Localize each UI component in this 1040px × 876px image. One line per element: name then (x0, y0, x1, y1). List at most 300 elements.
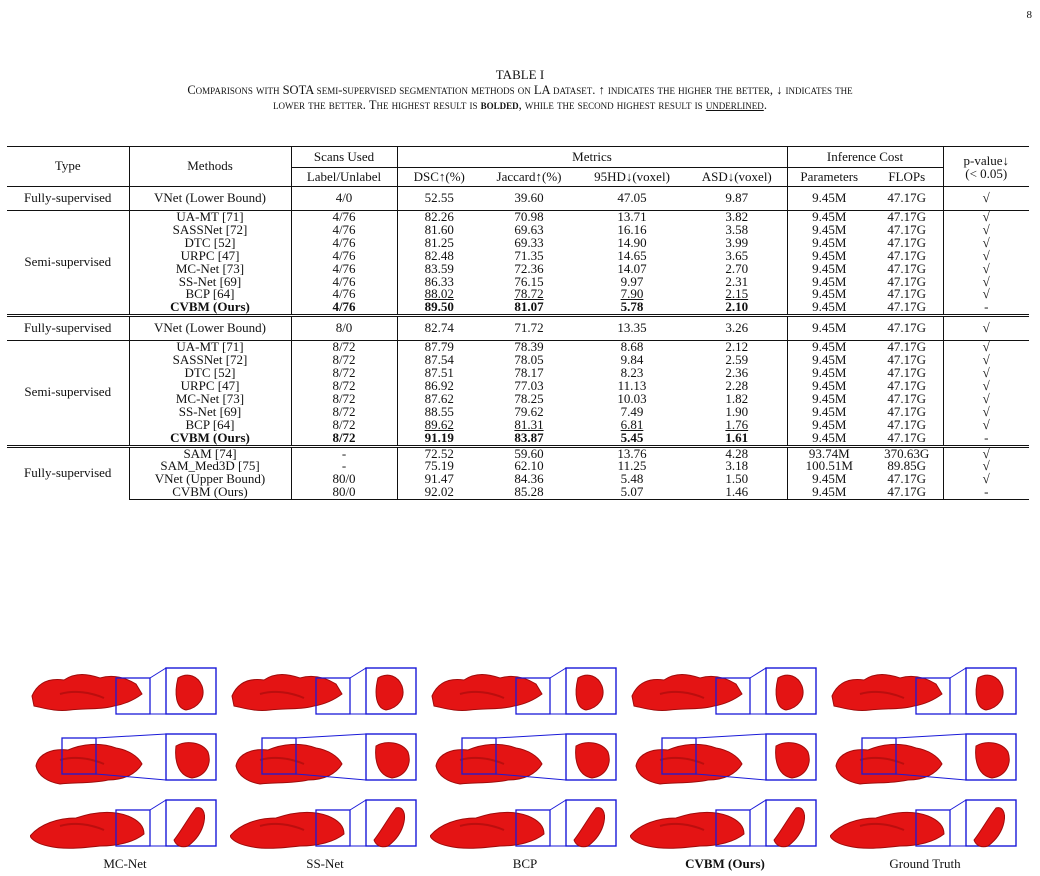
value-hd95: 13.35 (617, 320, 647, 336)
value-params: 9.45M (812, 339, 847, 355)
cell-scans (291, 301, 397, 315)
value-dsc: 82.26 (424, 209, 454, 224)
value-params: 9.45M (812, 299, 847, 315)
value-method: UA-MT [71] (176, 209, 244, 224)
caption-text-a: lower the better. The highest result is (273, 98, 481, 112)
value-asd: 3.99 (725, 234, 749, 250)
rendering-row (32, 668, 216, 714)
zoom-connector (150, 668, 166, 678)
value-dsc: 91.47 (424, 471, 454, 487)
segmentation-renderings (830, 660, 1020, 856)
value-dsc: 86.92 (424, 377, 454, 393)
value-params: 9.45M (812, 320, 847, 336)
cell-flops (871, 486, 943, 499)
value-hd95: 13.71 (617, 209, 647, 224)
value-hd95: 5.07 (620, 484, 644, 500)
value-params: 9.45M (812, 403, 847, 419)
value-dsc: 89.50 (424, 299, 454, 315)
cell-jaccard (481, 486, 577, 499)
cell-dsc (397, 316, 481, 341)
value-p: √ (982, 471, 990, 487)
value-hd95: 5.45 (620, 429, 644, 445)
caption-line-2 (0, 98, 1040, 112)
value-asd: 1.50 (725, 471, 749, 487)
value-params: 9.45M (812, 260, 847, 276)
cell-flops (871, 316, 943, 341)
segmentation-mesh (36, 744, 142, 784)
cell-dsc (397, 301, 481, 315)
value-method: VNet (Upper Bound) (154, 471, 266, 487)
rendering-row (836, 734, 1016, 784)
value-hd95: 13.76 (617, 445, 647, 461)
value-hd95: 10.03 (617, 390, 647, 406)
rendering-row (432, 668, 616, 714)
value-jaccard: 39.60 (514, 190, 544, 206)
value-method: CVBM (Ours) (170, 429, 250, 445)
zoom-connector (350, 668, 366, 678)
value-asd: 3.82 (725, 209, 749, 224)
value-params: 9.45M (812, 286, 847, 302)
zoom-connector (950, 800, 966, 810)
cell-dsc (397, 429, 481, 446)
zoom-connector (296, 734, 366, 738)
value-p: √ (982, 221, 990, 237)
value-p: √ (982, 445, 990, 461)
value-asd: 1.76 (725, 416, 749, 432)
value-method: SAM [74] (183, 445, 237, 461)
value-flops: 47.17G (887, 299, 927, 315)
value-scans: 8/0 (335, 320, 353, 336)
value-flops: 47.17G (887, 190, 927, 206)
value-params: 93.74M (808, 445, 850, 461)
value-hd95: 9.84 (620, 352, 644, 368)
value-params: 9.45M (812, 416, 847, 432)
caption-bold-word: bolded (480, 98, 519, 112)
value-p: √ (982, 352, 990, 368)
header-inference-cost: Inference Cost (787, 147, 943, 168)
cell-p (943, 187, 1029, 211)
value-asd: 1.61 (725, 429, 749, 445)
value-flops: 47.17G (887, 416, 927, 432)
value-method: BCP [64] (185, 286, 235, 302)
value-jaccard: 71.35 (514, 247, 544, 263)
value-params: 9.45M (812, 365, 847, 381)
header-parameters: Parameters (787, 168, 871, 187)
value-jaccard: 62.10 (514, 458, 544, 474)
value-scans: 8/72 (332, 429, 356, 445)
rendering-row (436, 734, 616, 784)
segmentation-renderings (230, 660, 420, 856)
zoom-connector (350, 800, 366, 810)
value-flops: 370.63G (884, 445, 930, 461)
header-flops: FLOPs (888, 168, 926, 184)
value-dsc: 92.02 (424, 484, 454, 500)
value-dsc: 89.62 (424, 416, 454, 432)
value-hd95: 14.65 (617, 247, 647, 263)
value-method: BCP [64] (185, 416, 235, 432)
value-asd: 3.18 (725, 458, 749, 474)
figure-column (830, 660, 1020, 875)
header-scans-used: Scans Used (291, 147, 397, 168)
caption-text-b: , while the second highest result is (518, 98, 706, 112)
table-title: TABLE I (495, 67, 545, 82)
zoom-connector (550, 668, 566, 678)
value-jaccard: 70.98 (514, 209, 544, 224)
value-jaccard: 69.33 (514, 234, 544, 250)
rendering-row (636, 734, 816, 784)
value-params: 9.45M (812, 190, 847, 206)
cell-params (787, 486, 871, 499)
cell-p (943, 429, 1029, 446)
rendering-row (630, 800, 816, 848)
header-asd: ASD↓(voxel) (701, 168, 772, 184)
value-jaccard: 84.36 (514, 471, 544, 487)
value-hd95: 14.90 (617, 234, 647, 250)
value-hd95: 9.97 (620, 273, 644, 289)
row-type: Fully-supervised (7, 187, 129, 211)
value-method: SASSNet [72] (172, 221, 248, 237)
rendering-row (232, 668, 416, 714)
value-method: SASSNet [72] (172, 352, 248, 368)
cell-params (787, 187, 871, 211)
segmentation-mesh (636, 744, 742, 784)
value-scans: 8/72 (332, 377, 356, 393)
rendering-row (230, 800, 416, 848)
value-dsc: 82.48 (424, 247, 454, 263)
value-p: √ (982, 247, 990, 263)
value-jaccard: 81.31 (514, 416, 544, 432)
value-flops: 47.17G (887, 320, 927, 336)
value-hd95: 11.25 (617, 458, 647, 474)
figure-column (230, 660, 420, 875)
rendering-row (430, 800, 616, 848)
value-params: 9.45M (812, 273, 847, 289)
value-scans: 8/72 (332, 352, 356, 368)
value-flops: 47.17G (887, 471, 927, 487)
header-jaccard: Jaccard↑(%) (496, 168, 562, 184)
value-scans: 4/76 (332, 247, 356, 263)
cell-jaccard (481, 187, 577, 211)
segmentation-renderings (430, 660, 620, 856)
value-asd: 1.90 (725, 403, 749, 419)
cell-method (129, 429, 291, 446)
figure-column-label: SS-Net (306, 856, 344, 871)
cell-hd95 (577, 187, 687, 211)
value-method: SS-Net [69] (178, 403, 242, 419)
value-scans: 8/72 (332, 390, 356, 406)
value-hd95: 5.48 (620, 471, 644, 487)
figure-column-label: MC-Net (103, 856, 147, 871)
cell-hd95 (577, 429, 687, 446)
cell-hd95 (577, 316, 687, 341)
value-scans: 4/76 (332, 221, 356, 237)
value-scans: 4/76 (332, 273, 356, 289)
value-p: √ (982, 390, 990, 406)
value-asd: 9.87 (725, 190, 749, 206)
zoom-connector (896, 734, 966, 738)
value-flops: 47.17G (887, 390, 927, 406)
value-hd95: 7.49 (620, 403, 644, 419)
value-params: 9.45M (812, 471, 847, 487)
value-params: 9.45M (812, 484, 847, 500)
header-pvalue-threshold: (< 0.05) (943, 168, 1029, 187)
value-dsc: 87.62 (424, 390, 454, 406)
value-p: √ (982, 286, 990, 302)
value-params: 9.45M (812, 429, 847, 445)
zoom-connector (96, 734, 166, 738)
value-jaccard: 77.03 (514, 377, 544, 393)
value-method: MC-Net [73] (175, 260, 245, 276)
value-dsc: 52.55 (424, 190, 454, 206)
value-dsc: 87.54 (424, 352, 454, 368)
value-dsc: 72.52 (424, 445, 454, 461)
cell-asd (687, 301, 787, 315)
value-scans: - (341, 458, 347, 474)
value-p: √ (982, 377, 990, 393)
figure-column-label: Ground Truth (889, 856, 961, 871)
value-dsc: 81.25 (424, 234, 454, 250)
value-flops: 47.17G (887, 339, 927, 355)
value-hd95: 47.05 (617, 190, 647, 206)
figure-column-label: BCP (512, 856, 538, 871)
value-p: √ (982, 209, 990, 224)
table-caption (0, 68, 1040, 112)
cell-flops (871, 429, 943, 446)
cell-asd (687, 429, 787, 446)
value-jaccard: 78.39 (514, 339, 544, 355)
segmentation-mesh (836, 744, 942, 784)
value-scans: 80/0 (332, 484, 356, 500)
value-scans: 4/76 (332, 299, 356, 315)
cell-method (129, 187, 291, 211)
value-hd95: 8.68 (620, 339, 644, 355)
header-methods: Methods (129, 147, 291, 187)
value-dsc: 88.02 (424, 286, 454, 302)
qualitative-figure (30, 660, 1020, 875)
value-hd95: 6.81 (620, 416, 644, 432)
zoom-connector (496, 734, 566, 738)
value-flops: 47.17G (887, 403, 927, 419)
value-scans: 4/76 (332, 286, 356, 302)
value-hd95: 11.13 (617, 377, 647, 393)
value-dsc: 81.60 (424, 221, 454, 237)
segmentation-renderings (630, 660, 820, 856)
value-p: √ (982, 273, 990, 289)
header-95hd: 95HD↓(voxel) (594, 168, 670, 184)
value-asd: 2.28 (725, 377, 749, 393)
value-scans: 8/72 (332, 403, 356, 419)
value-scans: 4/0 (335, 190, 353, 206)
value-scans: - (341, 445, 347, 461)
value-scans: 4/76 (332, 209, 356, 224)
value-method: MC-Net [73] (175, 390, 245, 406)
value-asd: 2.31 (725, 273, 749, 289)
figure-column (30, 660, 220, 875)
value-method: SS-Net [69] (178, 273, 242, 289)
segmentation-mesh (630, 812, 744, 848)
cell-scans (291, 316, 397, 341)
cell-scans (291, 429, 397, 446)
value-hd95: 5.78 (620, 299, 644, 315)
rendering-row (36, 734, 216, 784)
cell-params (787, 301, 871, 315)
cell-method (129, 316, 291, 341)
value-dsc: 87.51 (424, 365, 454, 381)
value-params: 9.45M (812, 234, 847, 250)
value-jaccard: 79.62 (514, 403, 544, 419)
value-asd: 2.59 (725, 352, 749, 368)
header-pvalue: p-value↓ (943, 147, 1029, 168)
cell-dsc (397, 486, 481, 499)
table-row (7, 486, 1029, 499)
value-flops: 47.17G (887, 209, 927, 224)
value-scans: 4/76 (332, 260, 356, 276)
results-table (7, 146, 1029, 500)
cell-jaccard (481, 301, 577, 315)
cell-flops (871, 301, 943, 315)
cell-params (787, 316, 871, 341)
value-method: CVBM (Ours) (172, 484, 248, 500)
value-dsc: 91.19 (424, 429, 454, 445)
value-dsc: 82.74 (424, 320, 454, 336)
value-asd: 3.65 (725, 247, 749, 263)
caption-line-1: Comparisons with SOTA semi-supervised segmentation methods on LA dataset. ↑ indicates the higher the better, ↓ indicates the (187, 83, 853, 97)
zoom-connector (550, 800, 566, 810)
value-p: - (984, 429, 989, 445)
cell-method (129, 301, 291, 315)
value-dsc: 75.19 (424, 458, 454, 474)
value-p: √ (982, 260, 990, 276)
value-flops: 47.17G (887, 484, 927, 500)
rendering-row (632, 668, 816, 714)
value-jaccard: 78.05 (514, 352, 544, 368)
cell-jaccard (481, 429, 577, 446)
value-p: √ (982, 365, 990, 381)
value-scans: 8/72 (332, 416, 356, 432)
zoom-connector (750, 668, 766, 678)
cell-asd (687, 316, 787, 341)
header-dsc: DSC↑(%) (397, 168, 481, 187)
value-scans: 8/72 (332, 365, 356, 381)
value-p: √ (982, 320, 990, 336)
cell-asd (687, 187, 787, 211)
cell-params (787, 429, 871, 446)
zoom-connector (950, 668, 966, 678)
value-jaccard: 78.25 (514, 390, 544, 406)
value-jaccard: 76.15 (514, 273, 544, 289)
header-type: Type (7, 147, 129, 187)
page-number: 8 (1026, 9, 1032, 21)
cell-jaccard (481, 316, 577, 341)
rendering-row (30, 800, 216, 848)
cell-method (129, 486, 291, 499)
value-method: SAM_Med3D [75] (160, 458, 260, 474)
segmentation-mesh (236, 744, 342, 784)
value-method: URPC [47] (180, 377, 240, 393)
segmentation-mesh (30, 812, 144, 848)
cell-hd95 (577, 301, 687, 315)
value-params: 9.45M (812, 390, 847, 406)
value-asd: 2.36 (725, 365, 749, 381)
cell-p (943, 486, 1029, 499)
value-flops: 47.17G (887, 247, 927, 263)
segmentation-mesh (436, 744, 542, 784)
value-p: √ (982, 190, 990, 206)
value-asd: 3.26 (725, 320, 749, 336)
value-p: √ (982, 458, 990, 474)
row-type: Fully-supervised (7, 446, 129, 500)
cell-hd95 (577, 486, 687, 499)
value-method: URPC [47] (180, 247, 240, 263)
value-asd: 1.46 (725, 484, 749, 500)
value-params: 9.45M (812, 352, 847, 368)
table-row (7, 301, 1029, 315)
header-metrics: Metrics (397, 147, 787, 168)
caption-text-c: . (763, 98, 767, 112)
row-type: Fully-supervised (7, 316, 129, 341)
value-jaccard: 85.28 (514, 484, 544, 500)
value-jaccard: 81.07 (514, 299, 544, 315)
rendering-row (830, 800, 1016, 848)
value-dsc: 86.33 (424, 273, 454, 289)
value-asd: 2.10 (725, 299, 749, 315)
value-p: - (984, 484, 989, 500)
value-p: √ (982, 234, 990, 250)
cell-dsc (397, 187, 481, 211)
value-method: VNet (Lower Bound) (154, 320, 266, 336)
header-label-unlabel: Label/Unlabel (291, 168, 397, 187)
value-asd: 2.70 (725, 260, 749, 276)
value-params: 9.45M (812, 377, 847, 393)
cell-scans (291, 187, 397, 211)
value-jaccard: 78.72 (514, 286, 544, 302)
value-hd95: 7.90 (620, 286, 644, 302)
value-flops: 47.17G (887, 260, 927, 276)
value-flops: 47.17G (887, 352, 927, 368)
table-row (7, 187, 1029, 211)
value-params: 100.51M (805, 458, 853, 474)
value-asd: 2.15 (725, 286, 749, 302)
cell-p (943, 301, 1029, 315)
value-jaccard: 78.17 (514, 365, 544, 381)
value-p: √ (982, 339, 990, 355)
segmentation-mesh (830, 812, 944, 848)
value-dsc: 88.55 (424, 403, 454, 419)
value-jaccard: 72.36 (514, 260, 544, 276)
value-hd95: 14.07 (617, 260, 647, 276)
value-asd: 3.58 (725, 221, 749, 237)
value-params: 9.45M (812, 221, 847, 237)
value-scans: 8/72 (332, 339, 356, 355)
value-asd: 2.12 (725, 339, 749, 355)
value-flops: 47.17G (887, 365, 927, 381)
value-params: 9.45M (812, 247, 847, 263)
value-params: 9.45M (812, 209, 847, 224)
zoom-connector (150, 800, 166, 810)
table-row (7, 316, 1029, 341)
row-type: Semi-supervised (7, 211, 129, 316)
value-dsc: 83.59 (424, 260, 454, 276)
value-asd: 4.28 (725, 445, 749, 461)
value-hd95: 8.23 (620, 365, 644, 381)
segmentation-mesh (230, 812, 344, 848)
value-scans: 4/76 (332, 234, 356, 250)
value-flops: 47.17G (887, 429, 927, 445)
value-dsc: 87.79 (424, 339, 454, 355)
cell-scans (291, 486, 397, 499)
figure-column (630, 660, 820, 875)
zoom-connector (696, 734, 766, 738)
